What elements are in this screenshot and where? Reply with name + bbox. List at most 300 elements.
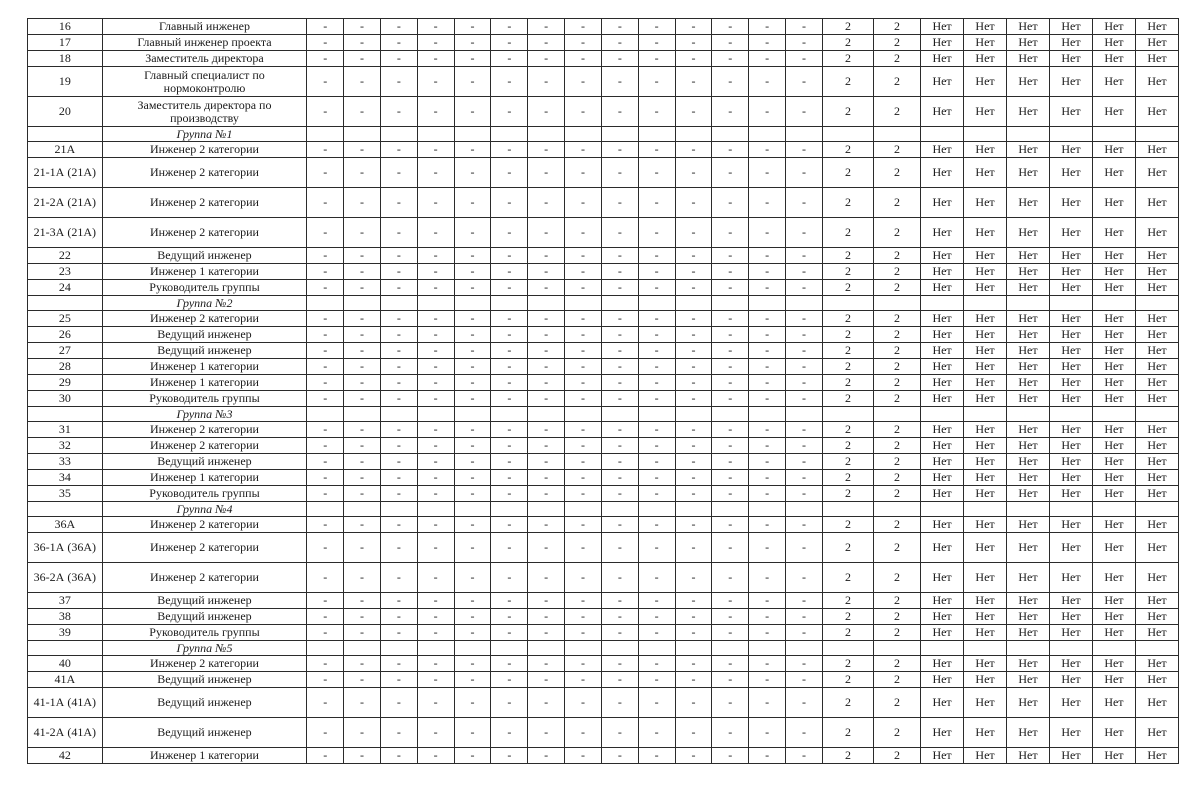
empty-cell bbox=[1049, 127, 1092, 142]
dash-cell: - bbox=[454, 359, 491, 375]
no-cell: Нет bbox=[1049, 142, 1092, 158]
no-cell: Нет bbox=[1135, 343, 1178, 359]
dash-cell: - bbox=[712, 718, 749, 748]
empty-cell bbox=[417, 127, 454, 142]
empty-cell bbox=[712, 127, 749, 142]
no-cell: Нет bbox=[1092, 158, 1135, 188]
no-cell: Нет bbox=[964, 97, 1007, 127]
dash-cell: - bbox=[749, 248, 786, 264]
dash-cell: - bbox=[565, 280, 602, 296]
dash-cell: - bbox=[528, 563, 565, 593]
no-cell: Нет bbox=[1092, 656, 1135, 672]
dash-cell: - bbox=[307, 672, 344, 688]
position-name-cell: Заместитель директора по производству bbox=[102, 97, 307, 127]
no-cell: Нет bbox=[1092, 327, 1135, 343]
group-name-cell: Группа №4 bbox=[102, 502, 307, 517]
no-cell: Нет bbox=[1092, 563, 1135, 593]
table-row bbox=[28, 97, 1179, 127]
table-row bbox=[28, 438, 1179, 454]
no-cell: Нет bbox=[1092, 19, 1135, 35]
dash-cell: - bbox=[454, 609, 491, 625]
position-name-cell: Заместитель директора bbox=[102, 51, 307, 67]
dash-cell: - bbox=[417, 593, 454, 609]
no-cell: Нет bbox=[1049, 656, 1092, 672]
dash-cell: - bbox=[601, 51, 638, 67]
dash-cell: - bbox=[417, 391, 454, 407]
dash-cell: - bbox=[786, 188, 823, 218]
value-cell: 2 bbox=[822, 438, 873, 454]
no-cell: Нет bbox=[1007, 688, 1050, 718]
dash-cell: - bbox=[454, 35, 491, 51]
dash-cell: - bbox=[344, 218, 381, 248]
dash-cell: - bbox=[786, 625, 823, 641]
empty-cell bbox=[417, 296, 454, 311]
dash-cell: - bbox=[601, 280, 638, 296]
dash-cell: - bbox=[454, 343, 491, 359]
dash-cell: - bbox=[712, 486, 749, 502]
dash-cell: - bbox=[565, 142, 602, 158]
dash-cell: - bbox=[565, 656, 602, 672]
value-cell: 2 bbox=[822, 563, 873, 593]
position-name-cell: Руководитель группы bbox=[102, 280, 307, 296]
dash-cell: - bbox=[491, 375, 528, 391]
empty-cell bbox=[491, 407, 528, 422]
no-cell: Нет bbox=[1135, 748, 1178, 764]
empty-cell bbox=[749, 296, 786, 311]
no-cell: Нет bbox=[964, 158, 1007, 188]
dash-cell: - bbox=[786, 343, 823, 359]
no-cell: Нет bbox=[1135, 563, 1178, 593]
no-cell: Нет bbox=[1007, 280, 1050, 296]
value-cell: 2 bbox=[822, 142, 873, 158]
value-cell: 2 bbox=[822, 158, 873, 188]
no-cell: Нет bbox=[1049, 625, 1092, 641]
empty-cell bbox=[380, 641, 417, 656]
no-cell: Нет bbox=[1007, 486, 1050, 502]
dash-cell: - bbox=[749, 158, 786, 188]
empty-cell bbox=[528, 502, 565, 517]
position-name-cell: Инженер 1 категории bbox=[102, 359, 307, 375]
empty-cell bbox=[344, 296, 381, 311]
no-cell: Нет bbox=[964, 625, 1007, 641]
dash-cell: - bbox=[675, 67, 712, 97]
position-name-cell: Ведущий инженер bbox=[102, 718, 307, 748]
dash-cell: - bbox=[638, 264, 675, 280]
dash-cell: - bbox=[638, 97, 675, 127]
row-number-cell: 36-2А (36А) bbox=[28, 563, 103, 593]
dash-cell: - bbox=[417, 35, 454, 51]
no-cell: Нет bbox=[964, 311, 1007, 327]
no-cell: Нет bbox=[1092, 359, 1135, 375]
dash-cell: - bbox=[749, 142, 786, 158]
dash-cell: - bbox=[417, 375, 454, 391]
dash-cell: - bbox=[307, 609, 344, 625]
dash-cell: - bbox=[638, 422, 675, 438]
no-cell: Нет bbox=[1007, 517, 1050, 533]
no-cell: Нет bbox=[964, 142, 1007, 158]
empty-cell bbox=[822, 127, 873, 142]
dash-cell: - bbox=[601, 327, 638, 343]
dash-cell: - bbox=[675, 19, 712, 35]
dash-cell: - bbox=[417, 248, 454, 264]
dash-cell: - bbox=[786, 218, 823, 248]
empty-cell bbox=[491, 641, 528, 656]
no-cell: Нет bbox=[1049, 470, 1092, 486]
no-cell: Нет bbox=[964, 563, 1007, 593]
no-cell: Нет bbox=[1007, 533, 1050, 563]
no-cell: Нет bbox=[1007, 97, 1050, 127]
dash-cell: - bbox=[638, 158, 675, 188]
dash-cell: - bbox=[491, 438, 528, 454]
no-cell: Нет bbox=[1049, 454, 1092, 470]
no-cell: Нет bbox=[1007, 718, 1050, 748]
no-cell: Нет bbox=[1007, 188, 1050, 218]
dash-cell: - bbox=[528, 19, 565, 35]
empty-cell bbox=[874, 407, 921, 422]
dash-cell: - bbox=[786, 311, 823, 327]
value-cell: 2 bbox=[874, 625, 921, 641]
dash-cell: - bbox=[601, 563, 638, 593]
no-cell: Нет bbox=[964, 454, 1007, 470]
row-number-cell: 22 bbox=[28, 248, 103, 264]
dash-cell: - bbox=[675, 438, 712, 454]
dash-cell: - bbox=[307, 280, 344, 296]
dash-cell: - bbox=[601, 625, 638, 641]
no-cell: Нет bbox=[1049, 688, 1092, 718]
position-name-cell: Инженер 2 категории bbox=[102, 422, 307, 438]
no-cell: Нет bbox=[1092, 688, 1135, 718]
no-cell: Нет bbox=[1092, 188, 1135, 218]
dash-cell: - bbox=[712, 454, 749, 470]
dash-cell: - bbox=[528, 264, 565, 280]
dash-cell: - bbox=[454, 280, 491, 296]
dash-cell: - bbox=[712, 158, 749, 188]
dash-cell: - bbox=[638, 311, 675, 327]
no-cell: Нет bbox=[964, 593, 1007, 609]
no-cell: Нет bbox=[921, 343, 964, 359]
no-cell: Нет bbox=[964, 264, 1007, 280]
no-cell: Нет bbox=[1135, 51, 1178, 67]
no-cell: Нет bbox=[1135, 375, 1178, 391]
no-cell: Нет bbox=[964, 359, 1007, 375]
table-row bbox=[28, 422, 1179, 438]
dash-cell: - bbox=[786, 748, 823, 764]
dash-cell: - bbox=[380, 438, 417, 454]
value-cell: 2 bbox=[874, 327, 921, 343]
value-cell: 2 bbox=[822, 470, 873, 486]
dash-cell: - bbox=[454, 67, 491, 97]
group-header-row bbox=[28, 502, 1179, 517]
dash-cell: - bbox=[675, 391, 712, 407]
empty-cell bbox=[307, 407, 344, 422]
no-cell: Нет bbox=[1049, 517, 1092, 533]
empty-cell bbox=[380, 296, 417, 311]
dash-cell: - bbox=[528, 97, 565, 127]
position-name-cell: Главный инженер проекта bbox=[102, 35, 307, 51]
no-cell: Нет bbox=[921, 311, 964, 327]
empty-cell bbox=[528, 407, 565, 422]
no-cell: Нет bbox=[1049, 718, 1092, 748]
no-cell: Нет bbox=[921, 51, 964, 67]
dash-cell: - bbox=[601, 718, 638, 748]
no-cell: Нет bbox=[1135, 533, 1178, 563]
dash-cell: - bbox=[307, 625, 344, 641]
no-cell: Нет bbox=[1007, 264, 1050, 280]
empty-cell bbox=[874, 296, 921, 311]
dash-cell: - bbox=[786, 280, 823, 296]
dash-cell: - bbox=[528, 438, 565, 454]
no-cell: Нет bbox=[1007, 454, 1050, 470]
dash-cell: - bbox=[786, 454, 823, 470]
no-cell: Нет bbox=[1007, 67, 1050, 97]
dash-cell: - bbox=[712, 51, 749, 67]
empty-cell bbox=[638, 296, 675, 311]
no-cell: Нет bbox=[964, 188, 1007, 218]
dash-cell: - bbox=[565, 718, 602, 748]
dash-cell: - bbox=[454, 688, 491, 718]
dash-cell: - bbox=[675, 533, 712, 563]
no-cell: Нет bbox=[921, 218, 964, 248]
value-cell: 2 bbox=[822, 625, 873, 641]
dash-cell: - bbox=[712, 188, 749, 218]
table-row bbox=[28, 343, 1179, 359]
dash-cell: - bbox=[675, 97, 712, 127]
dash-cell: - bbox=[491, 97, 528, 127]
dash-cell: - bbox=[307, 533, 344, 563]
no-cell: Нет bbox=[1135, 625, 1178, 641]
dash-cell: - bbox=[307, 422, 344, 438]
working-conditions-table bbox=[27, 18, 1179, 764]
no-cell: Нет bbox=[1049, 593, 1092, 609]
dash-cell: - bbox=[417, 625, 454, 641]
dash-cell: - bbox=[344, 248, 381, 264]
no-cell: Нет bbox=[921, 470, 964, 486]
empty-cell bbox=[921, 407, 964, 422]
empty-cell bbox=[964, 296, 1007, 311]
dash-cell: - bbox=[417, 327, 454, 343]
dash-cell: - bbox=[638, 391, 675, 407]
dash-cell: - bbox=[307, 97, 344, 127]
dash-cell: - bbox=[528, 359, 565, 375]
dash-cell: - bbox=[786, 656, 823, 672]
row-number-cell: 37 bbox=[28, 593, 103, 609]
row-number-cell: 25 bbox=[28, 311, 103, 327]
no-cell: Нет bbox=[1135, 517, 1178, 533]
table-row bbox=[28, 718, 1179, 748]
dash-cell: - bbox=[307, 375, 344, 391]
table-row bbox=[28, 264, 1179, 280]
no-cell: Нет bbox=[964, 672, 1007, 688]
dash-cell: - bbox=[491, 454, 528, 470]
dash-cell: - bbox=[491, 280, 528, 296]
dash-cell: - bbox=[344, 19, 381, 35]
dash-cell: - bbox=[675, 422, 712, 438]
dash-cell: - bbox=[712, 311, 749, 327]
no-cell: Нет bbox=[921, 264, 964, 280]
empty-cell bbox=[638, 641, 675, 656]
dash-cell: - bbox=[307, 343, 344, 359]
dash-cell: - bbox=[417, 142, 454, 158]
dash-cell: - bbox=[565, 327, 602, 343]
empty-cell bbox=[822, 502, 873, 517]
no-cell: Нет bbox=[1007, 470, 1050, 486]
dash-cell: - bbox=[344, 656, 381, 672]
dash-cell: - bbox=[749, 609, 786, 625]
dash-cell: - bbox=[380, 35, 417, 51]
value-cell: 2 bbox=[874, 375, 921, 391]
dash-cell: - bbox=[380, 625, 417, 641]
dash-cell: - bbox=[712, 593, 749, 609]
no-cell: Нет bbox=[1092, 67, 1135, 97]
table-row bbox=[28, 470, 1179, 486]
dash-cell: - bbox=[380, 311, 417, 327]
no-cell: Нет bbox=[1135, 718, 1178, 748]
dash-cell: - bbox=[380, 188, 417, 218]
dash-cell: - bbox=[528, 470, 565, 486]
no-cell: Нет bbox=[1049, 97, 1092, 127]
dash-cell: - bbox=[749, 343, 786, 359]
dash-cell: - bbox=[380, 391, 417, 407]
no-cell: Нет bbox=[1092, 218, 1135, 248]
dash-cell: - bbox=[528, 656, 565, 672]
no-cell: Нет bbox=[1135, 280, 1178, 296]
dash-cell: - bbox=[528, 343, 565, 359]
dash-cell: - bbox=[491, 748, 528, 764]
dash-cell: - bbox=[786, 563, 823, 593]
dash-cell: - bbox=[344, 470, 381, 486]
dash-cell: - bbox=[601, 533, 638, 563]
dash-cell: - bbox=[307, 311, 344, 327]
value-cell: 2 bbox=[874, 391, 921, 407]
dash-cell: - bbox=[528, 593, 565, 609]
dash-cell: - bbox=[491, 343, 528, 359]
dash-cell: - bbox=[417, 533, 454, 563]
dash-cell: - bbox=[307, 264, 344, 280]
empty-cell bbox=[822, 296, 873, 311]
dash-cell: - bbox=[749, 454, 786, 470]
dash-cell: - bbox=[454, 454, 491, 470]
dash-cell: - bbox=[380, 359, 417, 375]
value-cell: 2 bbox=[822, 264, 873, 280]
empty-cell bbox=[601, 407, 638, 422]
row-number-cell: 36-1А (36А) bbox=[28, 533, 103, 563]
no-cell: Нет bbox=[964, 486, 1007, 502]
empty-cell bbox=[380, 502, 417, 517]
row-number-cell: 26 bbox=[28, 327, 103, 343]
empty-cell bbox=[964, 407, 1007, 422]
dash-cell: - bbox=[638, 517, 675, 533]
no-cell: Нет bbox=[1007, 51, 1050, 67]
dash-cell: - bbox=[307, 656, 344, 672]
dash-cell: - bbox=[749, 486, 786, 502]
dash-cell: - bbox=[565, 609, 602, 625]
no-cell: Нет bbox=[1092, 748, 1135, 764]
row-number-cell: 21-2А (21А) bbox=[28, 188, 103, 218]
dash-cell: - bbox=[528, 35, 565, 51]
no-cell: Нет bbox=[921, 718, 964, 748]
no-cell: Нет bbox=[921, 486, 964, 502]
dash-cell: - bbox=[491, 656, 528, 672]
no-cell: Нет bbox=[1049, 391, 1092, 407]
empty-cell bbox=[921, 127, 964, 142]
empty-cell bbox=[964, 641, 1007, 656]
dash-cell: - bbox=[786, 359, 823, 375]
empty-cell bbox=[638, 407, 675, 422]
table-row bbox=[28, 625, 1179, 641]
no-cell: Нет bbox=[1092, 35, 1135, 51]
value-cell: 2 bbox=[822, 533, 873, 563]
no-cell: Нет bbox=[1092, 454, 1135, 470]
dash-cell: - bbox=[344, 264, 381, 280]
table-row bbox=[28, 454, 1179, 470]
empty-cell bbox=[528, 641, 565, 656]
dash-cell: - bbox=[307, 142, 344, 158]
dash-cell: - bbox=[454, 19, 491, 35]
dash-cell: - bbox=[601, 391, 638, 407]
dash-cell: - bbox=[675, 218, 712, 248]
no-cell: Нет bbox=[1135, 470, 1178, 486]
empty-cell bbox=[601, 502, 638, 517]
table-row bbox=[28, 19, 1179, 35]
dash-cell: - bbox=[528, 517, 565, 533]
dash-cell: - bbox=[344, 280, 381, 296]
value-cell: 2 bbox=[874, 593, 921, 609]
dash-cell: - bbox=[417, 311, 454, 327]
table-row bbox=[28, 486, 1179, 502]
dash-cell: - bbox=[749, 688, 786, 718]
value-cell: 2 bbox=[874, 470, 921, 486]
dash-cell: - bbox=[344, 359, 381, 375]
dash-cell: - bbox=[380, 718, 417, 748]
dash-cell: - bbox=[344, 97, 381, 127]
position-name-cell: Инженер 1 категории bbox=[102, 470, 307, 486]
position-name-cell: Ведущий инженер bbox=[102, 454, 307, 470]
row-number-cell: 17 bbox=[28, 35, 103, 51]
group-header-row bbox=[28, 127, 1179, 142]
dash-cell: - bbox=[491, 51, 528, 67]
dash-cell: - bbox=[307, 563, 344, 593]
empty-cell bbox=[822, 641, 873, 656]
dash-cell: - bbox=[638, 188, 675, 218]
position-name-cell: Ведущий инженер bbox=[102, 593, 307, 609]
dash-cell: - bbox=[417, 609, 454, 625]
dash-cell: - bbox=[565, 311, 602, 327]
dash-cell: - bbox=[749, 97, 786, 127]
value-cell: 2 bbox=[874, 438, 921, 454]
dash-cell: - bbox=[749, 625, 786, 641]
no-cell: Нет bbox=[1007, 656, 1050, 672]
dash-cell: - bbox=[712, 625, 749, 641]
dash-cell: - bbox=[380, 343, 417, 359]
no-cell: Нет bbox=[1007, 327, 1050, 343]
value-cell: 2 bbox=[874, 218, 921, 248]
no-cell: Нет bbox=[1092, 533, 1135, 563]
empty-cell bbox=[454, 127, 491, 142]
no-cell: Нет bbox=[1135, 688, 1178, 718]
dash-cell: - bbox=[786, 142, 823, 158]
no-cell: Нет bbox=[1135, 391, 1178, 407]
dash-cell: - bbox=[307, 158, 344, 188]
position-name-cell: Ведущий инженер bbox=[102, 343, 307, 359]
no-cell: Нет bbox=[1135, 422, 1178, 438]
no-cell: Нет bbox=[964, 35, 1007, 51]
dash-cell: - bbox=[417, 280, 454, 296]
dash-cell: - bbox=[638, 248, 675, 264]
dash-cell: - bbox=[565, 391, 602, 407]
no-cell: Нет bbox=[1007, 593, 1050, 609]
dash-cell: - bbox=[380, 19, 417, 35]
empty-cell bbox=[964, 502, 1007, 517]
